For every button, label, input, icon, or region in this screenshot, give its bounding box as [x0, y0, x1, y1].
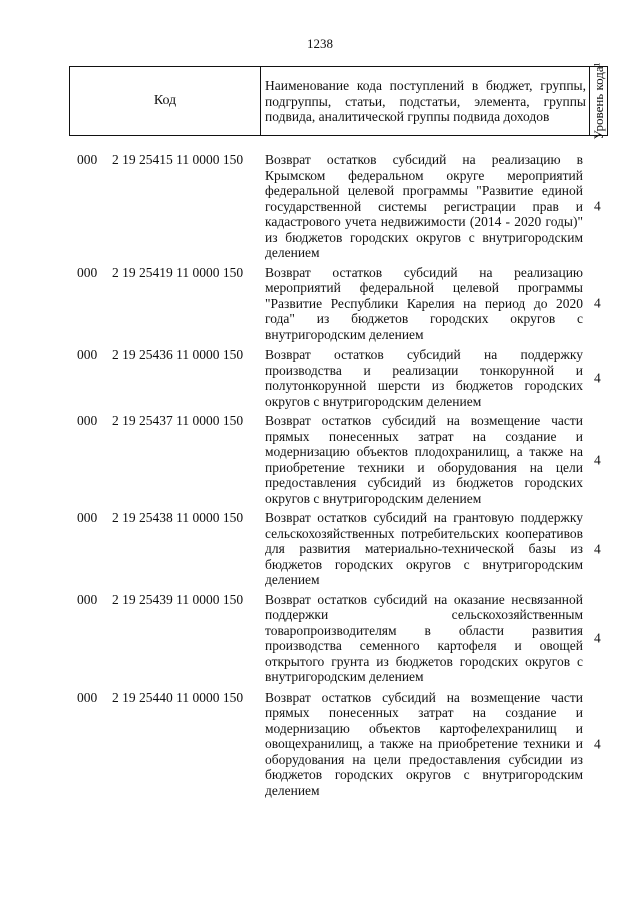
admin-code: 000	[77, 413, 98, 428]
table-row	[0, 347, 640, 409]
code-level: 4	[594, 198, 601, 214]
table-row	[0, 265, 640, 343]
code-level: 4	[594, 541, 601, 556]
code-level: 4	[594, 736, 601, 751]
revenue-description: Возврат остатков субсидий на поддержку производства и реализации тонкорунной и полутонкорунной шерсти из бюджетов городских округов с внутригородским делением	[265, 347, 583, 409]
admin-code: 000	[77, 591, 98, 607]
column-header-table	[69, 62, 608, 140]
revenue-code: 2 19 25419 11 0000 150	[112, 264, 244, 280]
revenue-description: Возврат остатков субсидий на возмещение части прямых понесенных затрат на создание и модернизацию объектов картофелехранилищ и овощехранилищ, а также на приобретение техники и оборудования на цели предоставления субсидии из бюджетов городских округов с внутригородским делением	[265, 689, 583, 798]
admin-code: 000	[77, 152, 98, 167]
admin-code: 000	[77, 264, 98, 280]
code-level: 4	[594, 370, 601, 386]
revenue-code: 2 19 25438 11 0000 150	[112, 510, 244, 525]
table-row	[0, 690, 640, 799]
revenue-code: 2 19 25440 11 0000 150	[112, 689, 244, 705]
revenue-description: Возврат остатков субсидий на возмещение части прямых понесенных затрат на создание и модернизацию объектов плодохранилищ, а также на приобретение техники и оборудования на цели предоставления субсидий из бюджетов городских округов с внутригородским делением	[265, 413, 583, 506]
admin-code: 000	[77, 689, 98, 705]
revenue-description: Возврат остатков субсидий на грантовую поддержку сельскохозяйственных потребительских кооперативов для развития материально-технической базы из бюджетов городских округов с внутригородским делением	[265, 510, 583, 587]
revenue-code: 2 19 25437 11 0000 150	[112, 413, 244, 428]
revenue-description: Возврат остатков субсидий на реализацию в Крымском федеральном округе мероприятий федеральной целевой программы "Развитие единой государственной системы регистрации прав и кадастрового учета недвижимости (2014 - 2020 годы)" из бюджетов городских округов с внутригородским делением	[265, 152, 583, 260]
table-row	[0, 152, 640, 261]
code-level: 4	[594, 295, 601, 311]
code-level: 4	[594, 630, 601, 646]
revenue-description: Возврат остатков субсидий на оказание несвязанной поддержки сельскохозяйственным товаропроизводителям в области развития производства семенного картофеля и овощей открытого грунта из бюджетов городских округов с внутригородским делением	[265, 591, 583, 684]
revenue-code-list	[0, 152, 640, 798]
code-level: 4	[594, 451, 601, 467]
admin-code: 000	[77, 510, 98, 525]
revenue-code: 2 19 25436 11 0000 150	[112, 347, 244, 362]
header-name: Наименование кода поступлений в бюджет, группы, подгруппы, статьи, подстатьи, элемента, группы подвида, аналитической группы подвида доходов	[261, 67, 590, 136]
table-row	[0, 510, 640, 588]
revenue-description: Возврат остатков субсидий на реализацию мероприятий федеральной целевой программы "Развитие Республики Карелия на период до 2020 года" из бюджетов городских округов с внутригородским делением	[265, 264, 583, 342]
header-level	[590, 62, 608, 140]
table-row	[0, 413, 640, 506]
revenue-code: 2 19 25415 11 0000 150	[112, 152, 244, 167]
header-code: Код	[70, 67, 261, 136]
admin-code: 000	[77, 347, 98, 362]
page-number: 1238	[307, 36, 333, 51]
revenue-code: 2 19 25439 11 0000 150	[112, 591, 244, 607]
table-row	[0, 592, 640, 685]
header-level-label: Уровень кода¹	[590, 62, 606, 140]
